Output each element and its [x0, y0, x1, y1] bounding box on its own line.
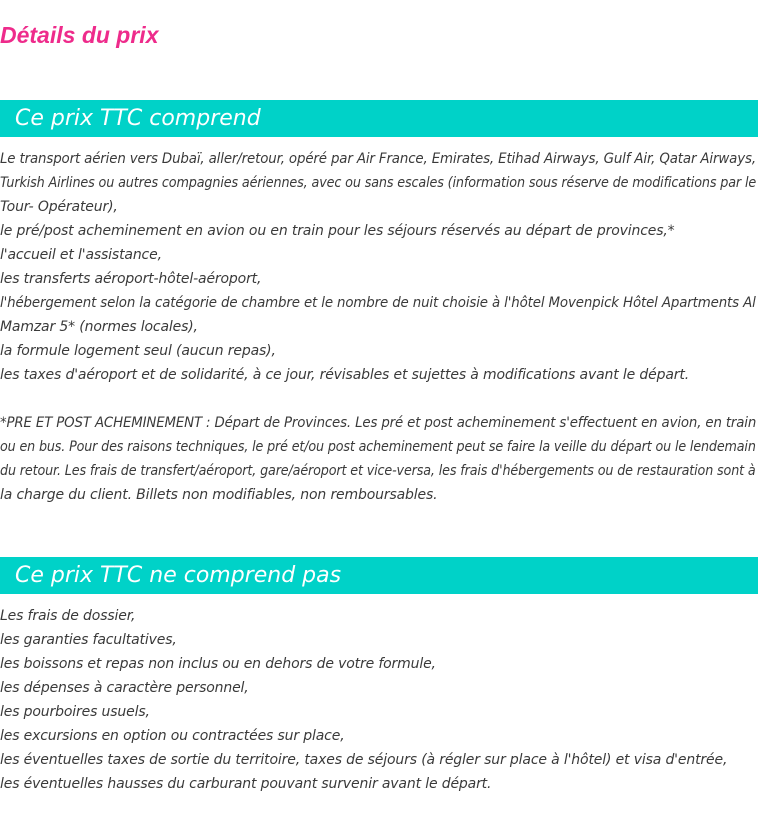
includes-item: Turkish Airlines ou autres compagnies aériennes, avec ou sans escales (information sous réserve de modifications par le — [0, 175, 757, 191]
includes-item: la formule logement seul (aucun repas), — [0, 343, 276, 359]
excludes-item: les pourboires usuels, — [0, 704, 150, 720]
includes-list — [0, 147, 756, 387]
excludes-item: les éventuelles taxes de sortie du territoire, taxes de séjours (à régler sur place à l'hôtel) et visa d'entrée, — [0, 752, 728, 768]
includes-item: les transferts aéroport-hôtel-aéroport, — [0, 271, 262, 287]
page-title: Détails du prix — [0, 22, 159, 48]
includes-item: l'hébergement selon la catégorie de chambre et le nombre de nuit choisie à l'hôtel Movenpick Hôtel Apartments Al — [0, 295, 756, 311]
excludes-section-header — [0, 557, 758, 594]
transport-note-line: du retour. Les frais de transfert/aéroport, gare/aéroport et vice-versa, les frais d'hébergements ou de restauration sont à — [0, 463, 756, 479]
includes-heading: Ce prix TTC comprend — [15, 106, 261, 131]
includes-section-header — [0, 100, 758, 137]
excludes-item: les dépenses à caractère personnel, — [0, 680, 249, 696]
includes-item: le pré/post acheminement en avion ou en train pour les séjours réservés au départ de provinces,* — [0, 223, 675, 239]
excludes-item: les garanties facultatives, — [0, 632, 177, 648]
excludes-list — [0, 604, 756, 796]
excludes-item: les éventuelles hausses du carburant pouvant survenir avant le départ. — [0, 776, 492, 792]
includes-item: Mamzar 5* (normes locales), — [0, 319, 198, 335]
transport-note-line: *PRE ET POST ACHEMINEMENT : Départ de Provinces. Les pré et post acheminement s'effectuent en avion, en train — [0, 415, 757, 431]
excludes-item: les excursions en option ou contractées sur place, — [0, 728, 345, 744]
excludes-heading: Ce prix TTC ne comprend pas — [15, 563, 342, 588]
includes-item: Tour- Opérateur), — [0, 199, 118, 215]
includes-item: l'accueil et l'assistance, — [0, 247, 162, 263]
includes-item: les taxes d'aéroport et de solidarité, à ce jour, révisables et sujettes à modifications avant le départ. — [0, 367, 689, 383]
transport-note — [0, 411, 756, 507]
transport-note-line: ou en bus. Pour des raisons techniques, le pré et/ou post acheminement peut se faire la veille du départ ou le lendemain — [0, 439, 756, 455]
transport-note-line: la charge du client. Billets non modifiables, non remboursables. — [0, 487, 438, 503]
excludes-item: Les frais de dossier, — [0, 608, 136, 624]
includes-item: Le transport aérien vers Dubaï, aller/retour, opéré par Air France, Emirates, Etihad Airways, Gulf Air, Qatar Airways, — [0, 151, 756, 167]
excludes-item: les boissons et repas non inclus ou en dehors de votre formule, — [0, 656, 436, 672]
